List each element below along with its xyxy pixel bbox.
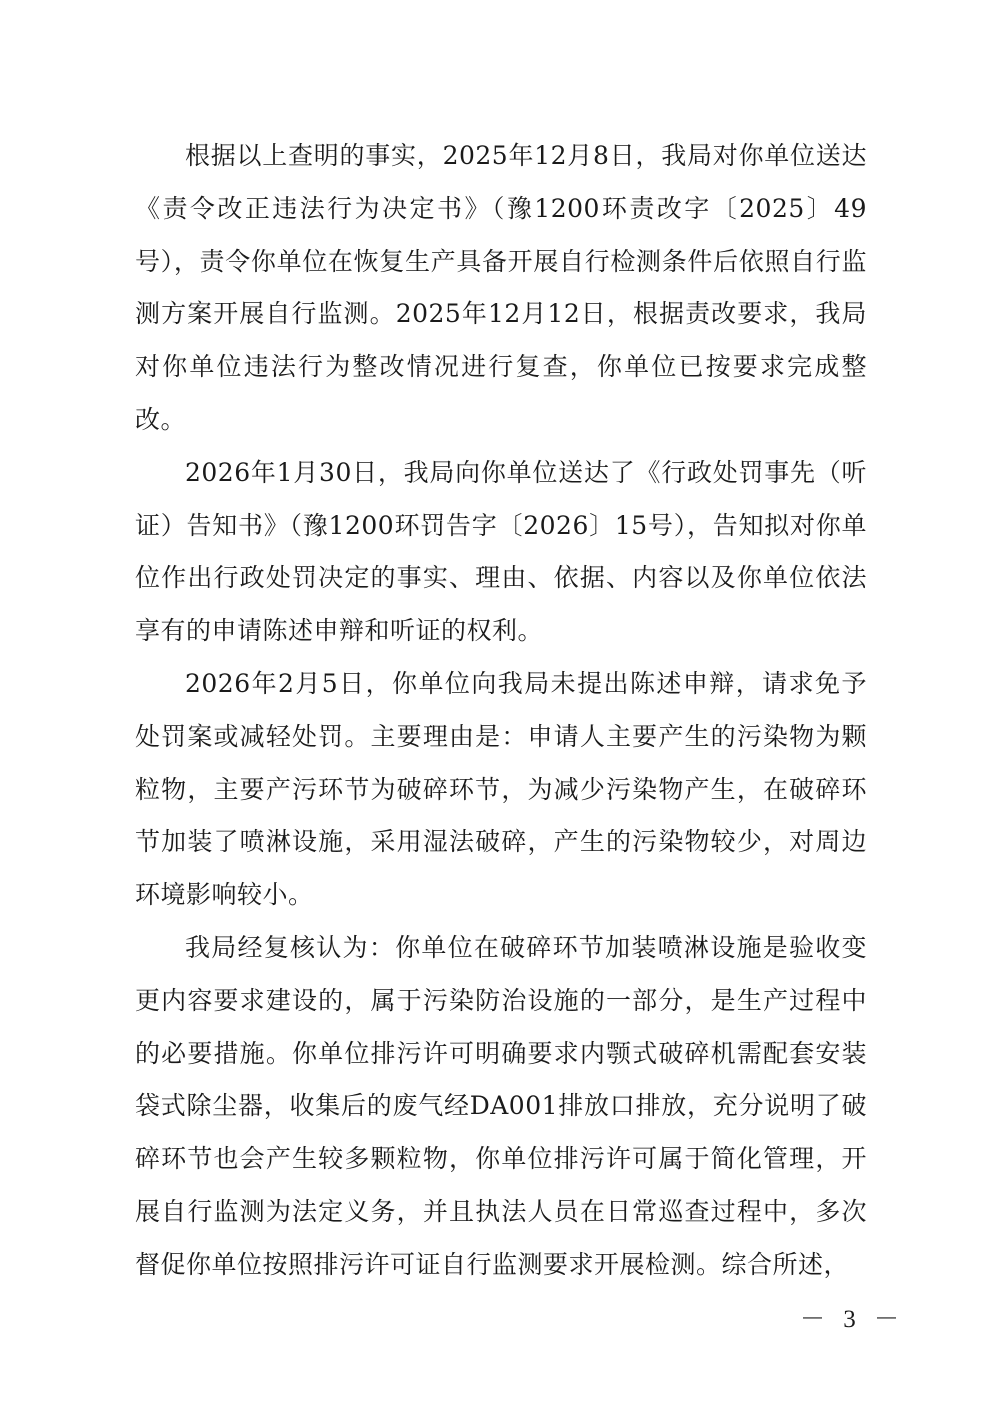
document-body (135, 130, 867, 1292)
paragraph-penalty-notice: 2026年1月30日，我局向你单位送达了《行政处罚事先（听证）告知书》（豫1200环罚告字〔2026〕15号），告知拟对你单位作出行政处罚决定的事实、理由、依据、内容以及你单位依法享有的申请陈述申辩和听证的权利。 (135, 457, 867, 646)
paragraph-rectification-order: 根据以上查明的事实，2025年12月8日，我局对你单位送达《责令改正违法行为决定书》（豫1200环责改字〔2025〕49号），责令你单位在恢复生产具备开展自行检测条件后依照自行监测方案开展自行监测。2025年12月12日，根据责改要求，我局对你单位违法行为整改情况进行复查，你单位已按要求完成整改。 (135, 141, 867, 434)
paragraph-statement-defense: 2026年2月5日，你单位向我局未提出陈述申辩，请求免予处罚案或减轻处罚。主要理由是：申请人主要产生的污染物为颗粒物，主要产污环节为破碎环节，为减少污染物产生，在破碎环节加装了喷淋设施，采用湿法破碎，产生的污染物较少，对周边环境影响较小。 (135, 668, 867, 910)
paragraph-review-opinion: 我局经复核认为：你单位在破碎环节加装喷淋设施是验收变更内容要求建设的，属于污染防治设施的一部分，是生产过程中的必要措施。你单位排污许可明确要求内颚式破碎机需配套安装袋式除尘器，收集后的废气经DA001排放口排放，充分说明了破碎环节也会产生较多颗粒物，你单位排污许可属于简化管理，开展自行监测为法定义务，并且执法人员在日常巡查过程中，多次督促你单位按照排污许可证自行监测要求开展检测。综合所述， (135, 932, 867, 1279)
page-number: － 3 － (800, 1306, 906, 1333)
